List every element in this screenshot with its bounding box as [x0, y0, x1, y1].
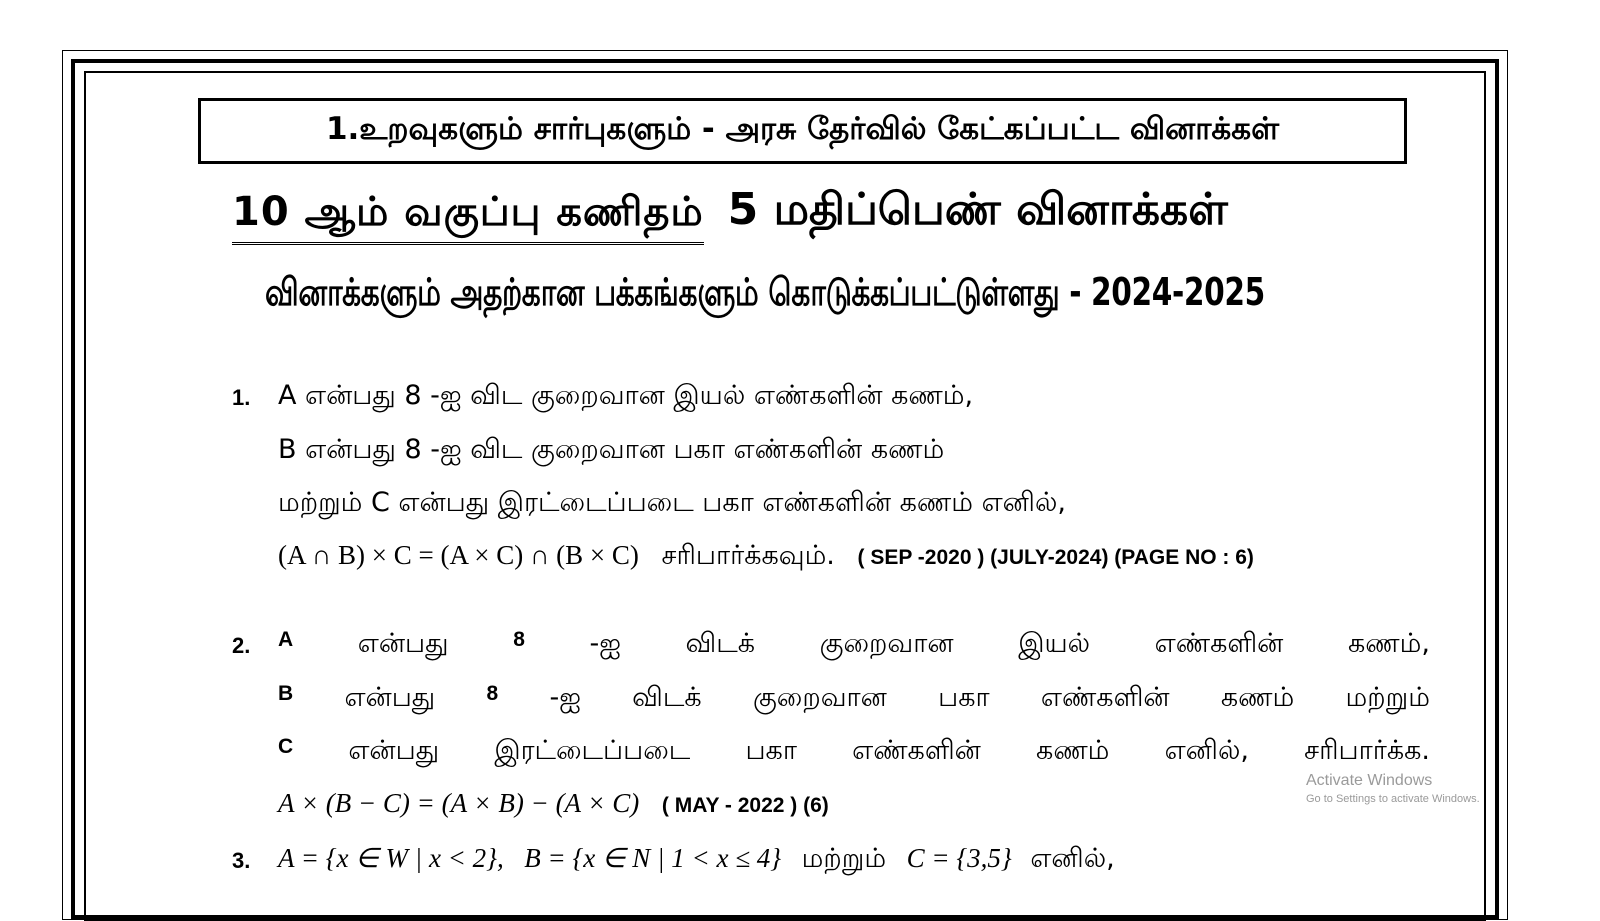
heading-marks: 5 மதிப்பெண் வினாக்கள்	[727, 184, 1228, 235]
word: என்பது	[357, 628, 449, 659]
watermark-subtitle: Go to Settings to activate Windows.	[1306, 793, 1480, 805]
word: B	[278, 682, 294, 705]
word: சரிபார்க்க.	[1304, 735, 1430, 766]
sub-heading: வினாக்களும் அதற்கான பக்கங்களும் கொடுக்கப்பட்டுள்ளது - 2024-2025	[265, 270, 1265, 314]
word: கணம்,	[1348, 628, 1430, 659]
word: A	[278, 628, 294, 651]
formula: A × (B − C) = (A × B) − (A × C)	[278, 788, 640, 818]
formula: (A ∩ B) × C = (A × C) ∩ (B × C)	[278, 540, 639, 570]
word: எண்களின்	[1154, 628, 1284, 659]
watermark-title: Activate Windows	[1306, 772, 1433, 789]
instruction: சரிபார்க்கவும்.	[661, 540, 835, 571]
word: பகா	[938, 682, 990, 713]
word: கணம்	[1220, 682, 1295, 713]
word: -ஐ	[589, 628, 621, 659]
word: -ஐ	[549, 682, 581, 713]
activate-windows-watermark	[1306, 772, 1480, 805]
question-line-formula	[278, 540, 1254, 575]
word: எண்களின்	[1040, 682, 1170, 713]
chapter-title: 1.உறவுகளும் சார்புகளும் - அரசு தேர்வில் கேட்கப்பட்ட வினாக்கள்	[325, 111, 1280, 147]
question-number: 2.	[232, 633, 251, 658]
word: இரட்டைப்படை	[494, 735, 691, 766]
connector: மற்றும்	[801, 843, 887, 874]
word: எண்களின்	[852, 735, 981, 766]
question-line	[278, 682, 1430, 717]
question-number: 3.	[232, 848, 251, 873]
question-line	[278, 735, 1430, 770]
exam-reference: ( SEP -2020 ) (JULY-2024) (PAGE NO : 6)	[857, 546, 1254, 569]
word: விடக்	[632, 682, 702, 713]
question-line: மற்றும் C என்பது இரட்டைப்படை பகா எண்களின் கணம் எனில்,	[278, 487, 1066, 518]
question-line-formula	[278, 788, 829, 819]
exam-reference: ( MAY - 2022 ) (6)	[661, 794, 829, 817]
question-line: B என்பது 8 -ஐ விட குறைவான பகா எண்களின் கணம்	[278, 434, 945, 465]
formula-c: C = {3,5}	[906, 843, 1012, 873]
word: 8	[513, 628, 525, 651]
heading-class-subject: 10 ஆம் வகுப்பு கணிதம்	[232, 189, 704, 245]
word: குறைவான	[819, 628, 954, 659]
word: 8	[486, 682, 499, 705]
word: பகா	[745, 735, 797, 766]
question-number: 1.	[232, 385, 251, 410]
word: கணம்	[1036, 735, 1110, 766]
main-heading	[232, 185, 1382, 245]
formula-a: A = {x ∈ W | x < 2},	[278, 843, 504, 873]
question-line: A என்பது 8 -ஐ விட குறைவான இயல் எண்களின் கணம்,	[278, 380, 974, 411]
question-line	[278, 628, 1430, 663]
word: C	[278, 735, 294, 758]
formula-b: B = {x ∈ N | 1 < x ≤ 4}	[524, 843, 782, 873]
chapter-title-box	[198, 98, 1407, 164]
word: இயல்	[1018, 628, 1091, 659]
word: குறைவான	[752, 682, 887, 713]
tail-text: எனில்,	[1030, 843, 1115, 874]
word: என்பது	[344, 682, 436, 713]
word: விடக்	[685, 628, 756, 659]
word: மற்றும்	[1345, 682, 1430, 713]
question-line	[278, 843, 1115, 878]
word: என்பது	[348, 735, 440, 766]
word: எனில்,	[1164, 735, 1249, 766]
